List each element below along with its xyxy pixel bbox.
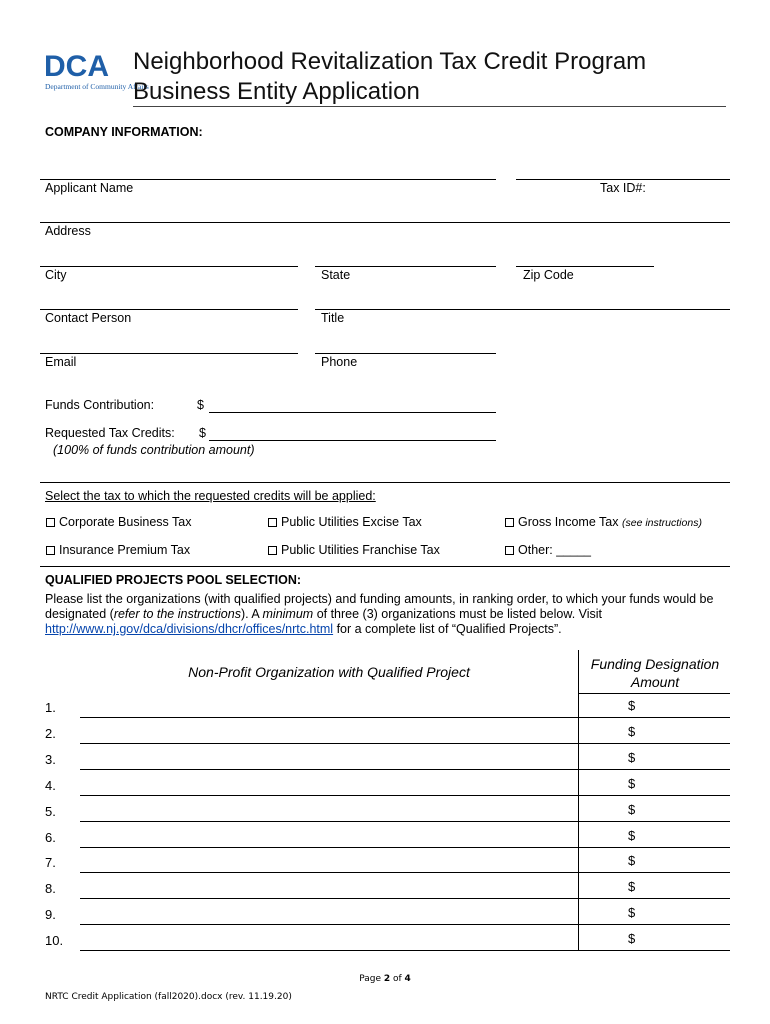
amount-line[interactable] — [578, 924, 730, 925]
tax-select-prompt: Select the tax to which the requested credits will be applied: — [45, 489, 376, 503]
amount-dollar-sign: $ — [628, 879, 636, 894]
title-underline — [133, 106, 726, 107]
checkbox-icon[interactable] — [505, 518, 514, 527]
option-public-utilities-excise-tax[interactable] — [268, 515, 422, 529]
text-span: 4 — [404, 974, 411, 984]
org-name-line[interactable] — [80, 847, 578, 848]
contact-line[interactable] — [40, 309, 298, 310]
dca-logo — [44, 46, 149, 94]
page-number — [0, 974, 770, 984]
org-name-line[interactable] — [80, 924, 578, 925]
org-name-line[interactable] — [80, 743, 578, 744]
checkbox-icon[interactable] — [505, 546, 514, 555]
org-name-line[interactable] — [80, 717, 578, 718]
amount-dollar-sign: $ — [628, 724, 636, 739]
amount-line[interactable] — [578, 898, 730, 899]
address-line[interactable] — [40, 222, 730, 223]
amount-line[interactable] — [578, 950, 730, 951]
city-label: City — [45, 268, 67, 282]
amount-dollar-sign: $ — [628, 776, 636, 791]
option-label: Public Utilities Excise Tax — [281, 515, 422, 529]
row-number: 10. — [45, 933, 64, 948]
row-number: 7. — [45, 855, 56, 870]
amount-line[interactable] — [578, 743, 730, 744]
address-label: Address — [45, 224, 91, 238]
text-span: Page — [359, 974, 384, 984]
col-header-amount — [580, 655, 730, 691]
row-number: 6. — [45, 830, 56, 845]
table-column-divider — [578, 650, 579, 950]
tax-id-label: Tax ID#: — [600, 181, 646, 195]
phone-line[interactable] — [315, 353, 496, 354]
checkbox-icon[interactable] — [268, 546, 277, 555]
amount-line[interactable] — [578, 872, 730, 873]
row-number: 5. — [45, 804, 56, 819]
text-span: of three (3) organizations must be listed below. Visit — [313, 607, 603, 621]
option-public-utilities-franchise-tax[interactable] — [268, 543, 440, 557]
logo-letters: DCA — [44, 50, 109, 83]
page-title-line1: Neighborhood Revitalization Tax Credit Program — [133, 48, 647, 75]
applicant-name-label: Applicant Name — [45, 181, 134, 195]
option-insurance-premium-tax[interactable] — [46, 543, 190, 557]
amount-line[interactable] — [578, 821, 730, 822]
option-label: Other: — [518, 543, 553, 557]
checkbox-icon[interactable] — [268, 518, 277, 527]
contact-label: Contact Person — [45, 311, 132, 325]
org-name-line[interactable] — [80, 769, 578, 770]
amount-dollar-sign: $ — [628, 750, 636, 765]
text-span: minimum — [262, 607, 314, 621]
applicant-name-line[interactable] — [40, 179, 496, 180]
title-label: Title — [321, 311, 345, 325]
col-header-amount-line1: Funding Designation — [590, 656, 720, 672]
org-name-line[interactable] — [80, 898, 578, 899]
option-label: Public Utilities Franchise Tax — [281, 543, 440, 557]
title-line[interactable] — [315, 309, 730, 310]
row-number: 9. — [45, 907, 56, 922]
logo-subtext: Department of Community Affairs — [45, 82, 149, 91]
row-number: 3. — [45, 752, 56, 767]
text-span: ). A — [240, 607, 263, 621]
requested-credits-label: Requested Tax Credits: — [45, 426, 175, 440]
text-span: refer to the instructions — [113, 607, 241, 621]
city-line[interactable] — [40, 266, 298, 267]
pool-instructions-line2 — [45, 607, 735, 622]
amount-dollar-sign: $ — [628, 931, 636, 946]
pool-section-divider — [40, 566, 730, 567]
amount-dollar-sign: $ — [628, 905, 636, 920]
email-label: Email — [45, 355, 77, 369]
zip-line[interactable] — [516, 266, 654, 267]
doc-info: NRTC Credit Application (fall2020).docx (rev. 11.19.20) — [45, 992, 292, 1002]
funds-contribution-label: Funds Contribution: — [45, 398, 155, 412]
tax-section-divider — [40, 482, 730, 483]
amount-line[interactable] — [578, 717, 730, 718]
checkbox-icon[interactable] — [46, 546, 55, 555]
amount-dollar-sign: $ — [628, 698, 636, 713]
gross-income-note: (see instructions) — [622, 517, 702, 529]
phone-label: Phone — [321, 355, 358, 369]
text-span: designated ( — [45, 607, 114, 621]
text-span: of — [390, 974, 405, 984]
state-line[interactable] — [315, 266, 496, 267]
option-label: Corporate Business Tax — [59, 515, 192, 529]
amount-line[interactable] — [578, 847, 730, 848]
option-label: Insurance Premium Tax — [59, 543, 191, 557]
pool-heading: QUALIFIED PROJECTS POOL SELECTION: — [45, 573, 302, 587]
row-number: 2. — [45, 726, 56, 741]
amount-dollar-sign: $ — [628, 853, 636, 868]
option-other[interactable] — [505, 543, 591, 557]
text-span: for a complete list of “Qualified Projects”. — [333, 622, 562, 636]
requested-credits-line[interactable] — [209, 440, 496, 441]
option-gross-income-tax[interactable] — [505, 515, 702, 529]
row-number: 1. — [45, 700, 56, 715]
amount-line[interactable] — [578, 769, 730, 770]
amount-line[interactable] — [578, 795, 730, 796]
funds-contribution-line[interactable] — [209, 412, 496, 413]
amount-dollar-sign: $ — [628, 802, 636, 817]
email-line[interactable] — [40, 353, 298, 354]
checkbox-icon[interactable] — [46, 518, 55, 527]
funds-dollar-sign: $ — [197, 398, 204, 412]
row-number: 4. — [45, 778, 56, 793]
pool-instructions-line1: Please list the organizations (with qualified projects) and funding amounts, in ranking order, to which your funds would be — [45, 592, 714, 606]
zip-label: Zip Code — [523, 268, 574, 282]
requested-note: (100% of funds contribution amount) — [53, 443, 255, 457]
pool-instructions-line3 — [45, 622, 735, 637]
qualified-projects-link[interactable]: http://www.nj.gov/dca/divisions/dhcr/offices/nrtc.html — [45, 622, 334, 636]
row-number: 8. — [45, 881, 56, 896]
tax-id-line[interactable] — [516, 179, 730, 180]
requested-dollar-sign: $ — [199, 426, 206, 440]
amount-header-line — [578, 693, 730, 694]
col-header-amount-line2: Amount — [630, 674, 680, 690]
org-name-line[interactable] — [80, 821, 578, 822]
page-title-line2: Business Entity Application — [133, 78, 420, 105]
state-label: State — [321, 268, 351, 282]
pool-instructions — [45, 592, 735, 637]
col-header-org: Non-Profit Organization with Qualified Project — [188, 664, 470, 680]
other-blank[interactable]: _____ — [556, 543, 591, 557]
option-corporate-business-tax[interactable] — [46, 515, 191, 529]
org-name-line[interactable] — [80, 872, 578, 873]
amount-dollar-sign: $ — [628, 828, 636, 843]
option-label: Gross Income Tax — [518, 515, 619, 529]
company-info-heading: COMPANY INFORMATION: — [45, 125, 203, 139]
org-name-line[interactable] — [80, 795, 578, 796]
text-span: 2 — [383, 974, 391, 984]
org-name-line[interactable] — [80, 950, 578, 951]
